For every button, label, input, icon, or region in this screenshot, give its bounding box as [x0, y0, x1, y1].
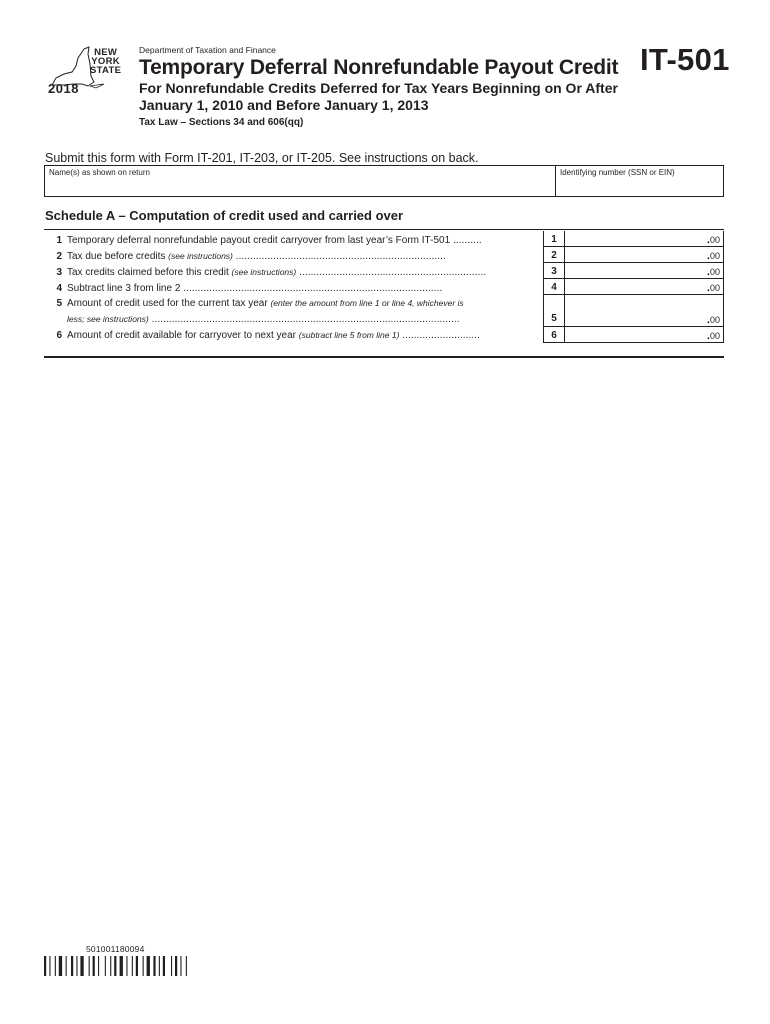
line-5-amount-field[interactable]: .00 [565, 295, 724, 327]
id-number-field-label: Identifying number (SSN or EIN) [560, 168, 675, 177]
submit-instructions: Submit this form with Form IT-201, IT-203, or IT-205. See instructions on back. [45, 151, 479, 165]
line-number-box: 1 [543, 231, 565, 247]
form-subtitle: For Nonrefundable Credits Deferred for Tax Years Beginning on Or After January 1, 2010 and Before January 1, 2013 [139, 80, 618, 113]
line-2: 2 Tax due before credits (see instructions) ......................................................................... [56, 251, 446, 262]
divider [555, 166, 556, 197]
line-1: 1 Temporary deferral nonrefundable payout credit carryover from last year’s Form IT-501 .......... [56, 235, 482, 246]
line-1-amount-field[interactable]: .00 [565, 231, 724, 247]
line-4: 4 Subtract line 3 from line 2 .......................................................................................... [56, 283, 443, 294]
line-number-box: 4 [543, 279, 565, 295]
line-3: 3 Tax credits claimed before this credit (see instructions) ................................................................. [56, 267, 487, 278]
schedule-a-heading: Schedule A – Computation of credit used and carried over [45, 208, 404, 223]
state-name: NEW YORK STATE [90, 47, 122, 76]
ny-state-logo [44, 44, 134, 96]
form-year: 2018 [48, 81, 79, 96]
taxpayer-info-box [44, 165, 724, 197]
line-number-box: 3 [543, 263, 565, 279]
barcode-number: 501001180094 [86, 944, 145, 954]
line-3-amount-field[interactable]: .00 [565, 263, 724, 279]
tax-law-reference: Tax Law – Sections 34 and 606(qq) [139, 117, 304, 128]
line-5: 5 Amount of credit used for the current tax year (enter the amount from line 1 or line 4, whichever is [56, 298, 464, 309]
line-5-continued: less; see instructions) ........................................................................................................... [67, 314, 460, 325]
name-field-label: Name(s) as shown on return [49, 168, 150, 177]
form-number: IT-501 [640, 42, 730, 77]
form-title: Temporary Deferral Nonrefundable Payout Credit [139, 56, 619, 79]
line-2-amount-field[interactable]: .00 [565, 247, 724, 263]
divider [44, 229, 724, 230]
divider [44, 356, 724, 358]
line-6: 6 Amount of credit available for carryover to next year (subtract line 5 from line 1) ........................... [56, 330, 480, 341]
department-name: Department of Taxation and Finance [139, 45, 276, 55]
barcode-icon [44, 956, 194, 976]
line-number-box: 5 [543, 295, 565, 327]
line-4-amount-field[interactable]: .00 [565, 279, 724, 295]
line-6-amount-field[interactable]: .00 [565, 327, 724, 343]
line-number-box: 2 [543, 247, 565, 263]
line-number-box: 6 [543, 327, 565, 343]
